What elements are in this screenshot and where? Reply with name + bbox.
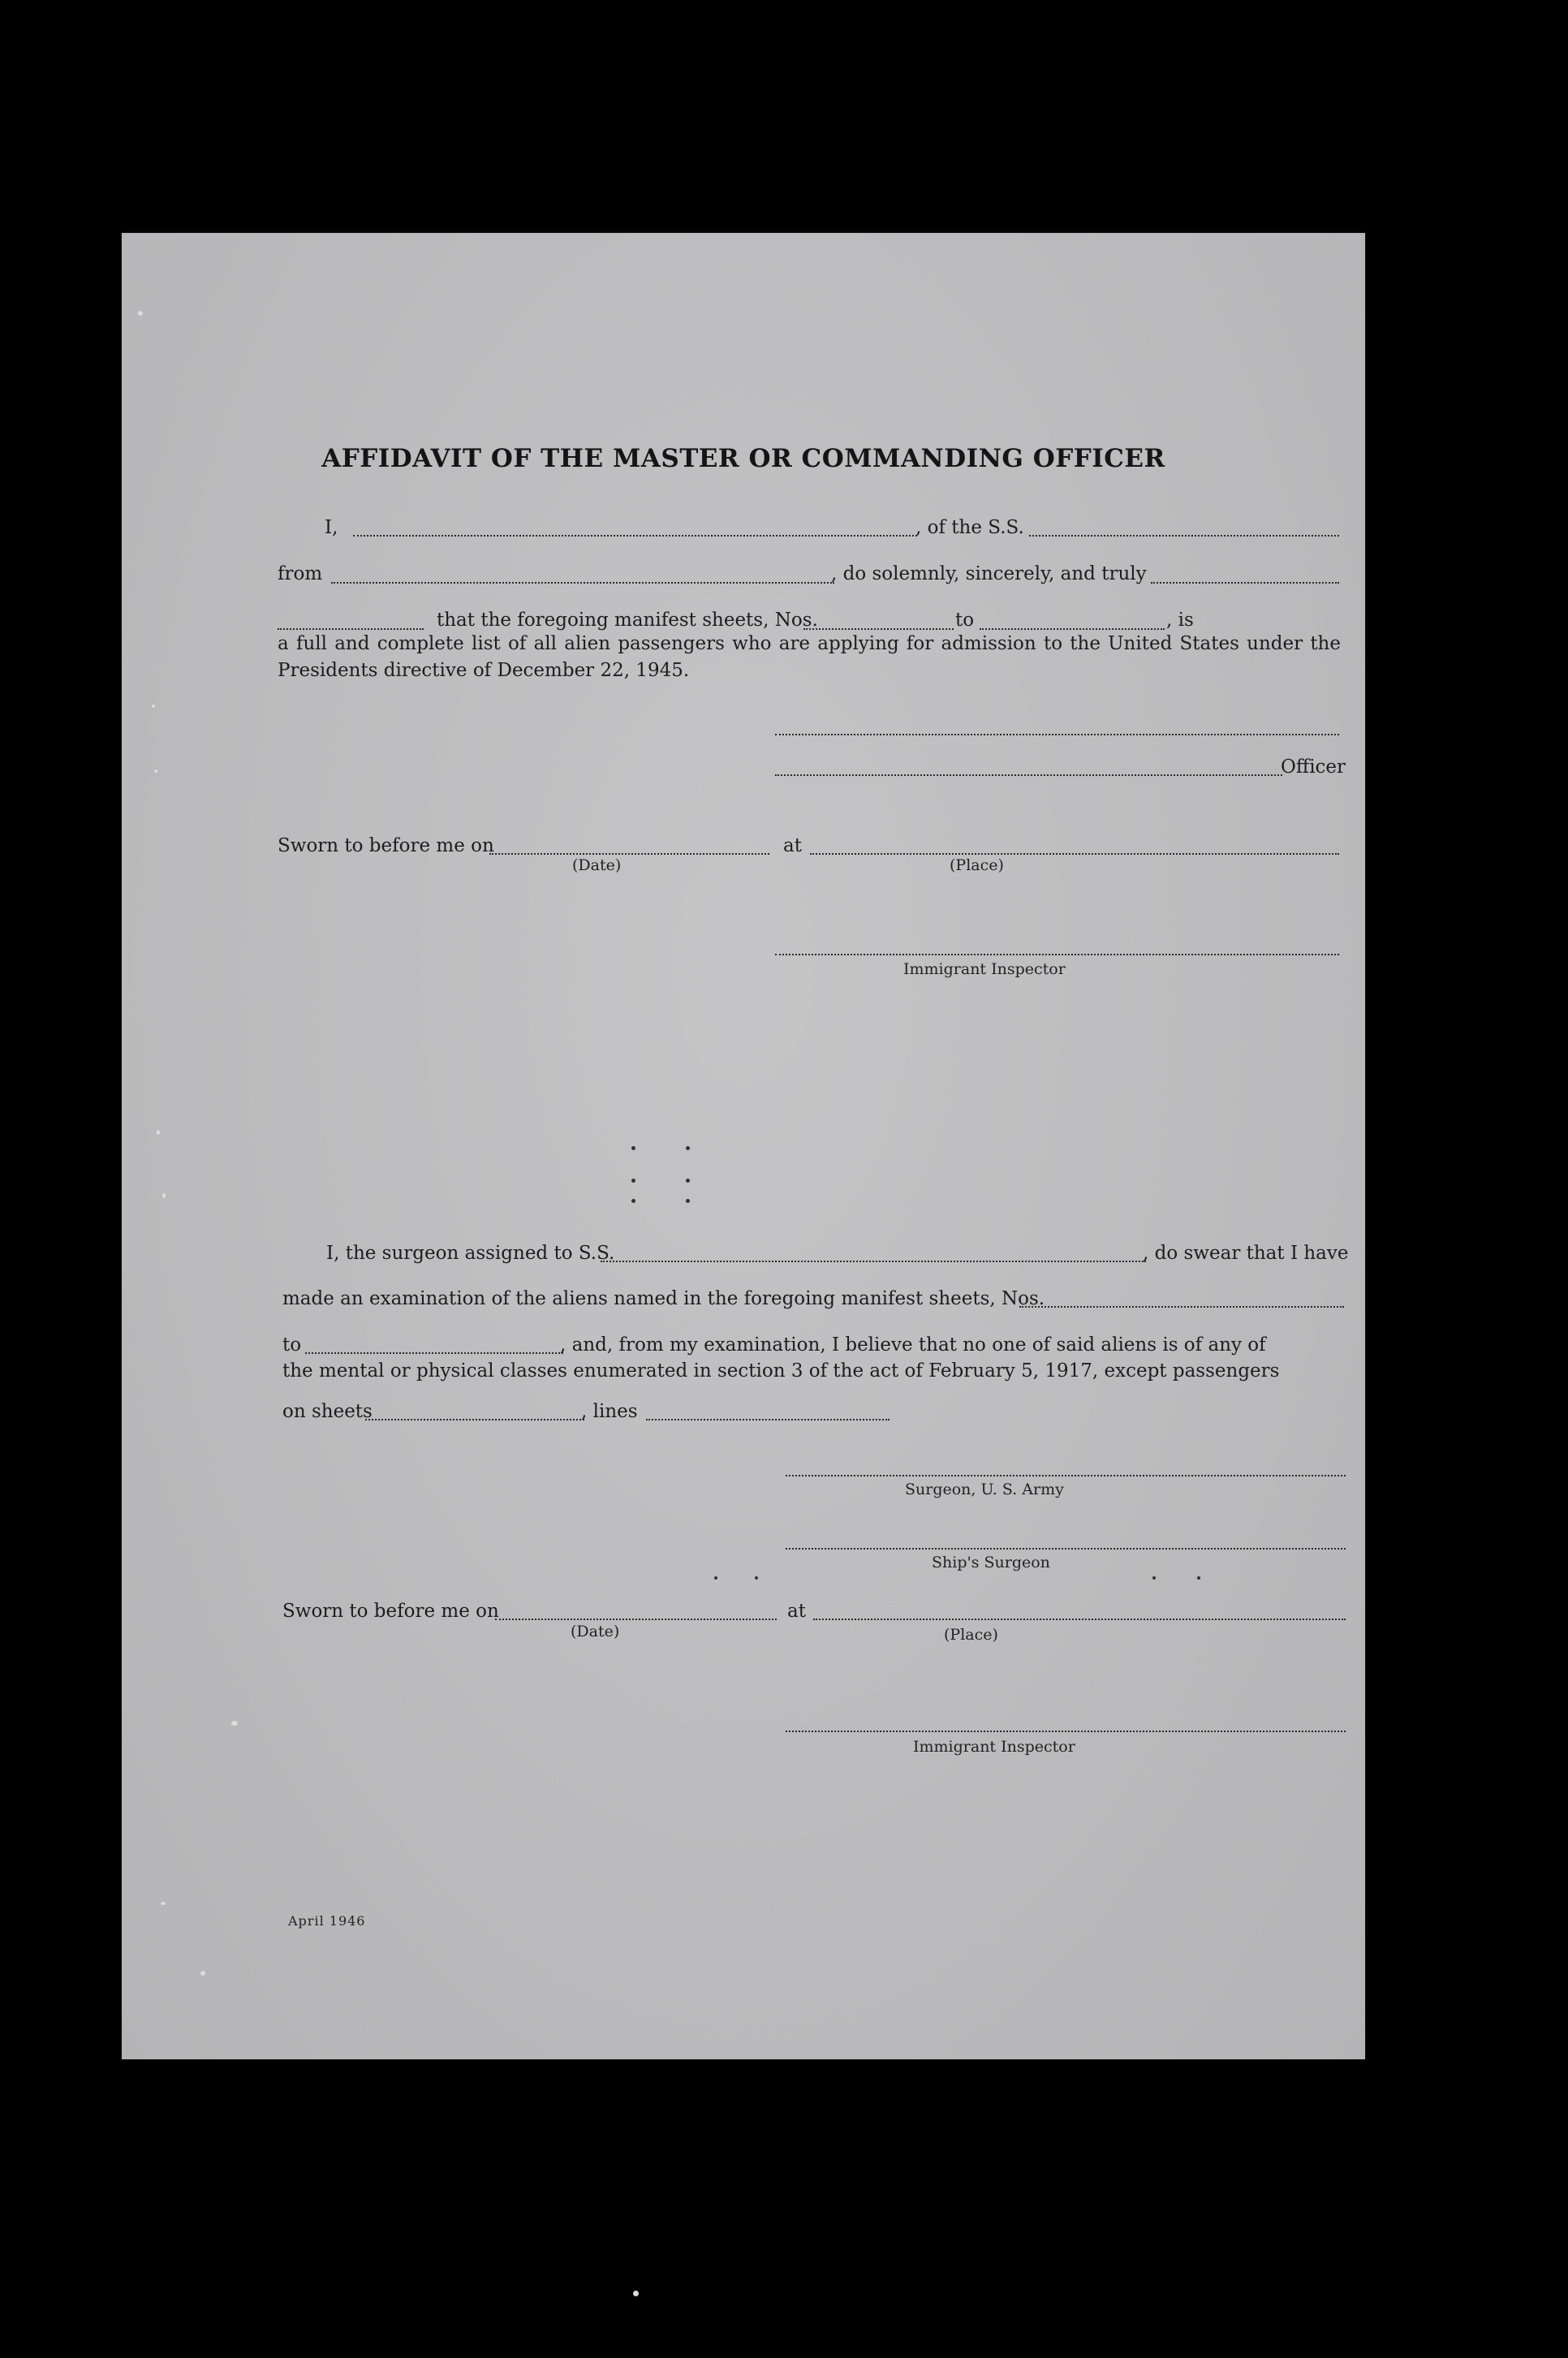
- scan-speck: [633, 2291, 639, 2296]
- surgeon-ship-name-field[interactable]: [601, 1261, 1146, 1262]
- scan-speck: [714, 1576, 717, 1580]
- officer-signature-line-1[interactable]: [775, 734, 1339, 735]
- master-date-caption: (Date): [572, 856, 622, 874]
- army-surgeon-signature-line[interactable]: [786, 1475, 1346, 1476]
- surgeon-inspector-signature-line[interactable]: [786, 1731, 1346, 1732]
- scan-speck: [200, 1971, 205, 1976]
- surgeon-swear-label: , do swear that I have: [1143, 1243, 1349, 1264]
- scan-speck: [755, 1576, 758, 1580]
- master-to-label: to: [955, 610, 975, 631]
- master-place-caption: (Place): [950, 856, 1004, 874]
- scan-speck: [686, 1146, 690, 1150]
- master-declare-field[interactable]: [278, 628, 424, 630]
- army-surgeon-label: Surgeon, U. S. Army: [905, 1481, 1064, 1498]
- master-from-label: from: [278, 563, 323, 584]
- surgeon-lines-label: , lines: [581, 1401, 638, 1422]
- master-ship-name-field[interactable]: [1029, 535, 1339, 537]
- surgeon-at-label: at: [787, 1601, 806, 1622]
- surgeon-intro-label: I, the surgeon assigned to S.S.: [326, 1243, 615, 1264]
- master-sworn-label: Sworn to before me on: [278, 835, 494, 856]
- master-nos-from-field[interactable]: [803, 628, 954, 630]
- surgeon-place-caption: (Place): [944, 1626, 998, 1644]
- surgeon-inspector-label: Immigrant Inspector: [913, 1738, 1075, 1756]
- master-declaration-paragraph: a full and complete list of all alien passengers who are applying for admission to the United States under the Presidents directive of December 22, 1945.: [278, 633, 1341, 681]
- surgeon-to-label: to: [282, 1334, 302, 1356]
- scan-speck: [631, 1146, 635, 1150]
- master-manifest-label: that the foregoing manifest sheets, Nos.: [437, 610, 818, 631]
- master-oath-type-field[interactable]: [1151, 582, 1339, 584]
- surgeon-on-sheets-label: on sheets: [282, 1401, 373, 1422]
- master-i-label: I,: [325, 517, 338, 538]
- page-title: AFFIDAVIT OF THE MASTER OR COMMANDING OFFICER: [321, 444, 1165, 473]
- surgeon-classes-label: the mental or physical classes enumerated in section 3 of the act of February 5, 1917, except passengers: [282, 1360, 1280, 1382]
- scan-speck: [154, 769, 157, 773]
- master-of-ss-label: , of the S.S.: [915, 517, 1024, 538]
- scan-speck: [686, 1179, 690, 1183]
- surgeon-belief-label: , and, from my examination, I believe that no one of said aliens is of any of: [560, 1334, 1266, 1356]
- surgeon-examination-label: made an examination of the aliens named in the foregoing manifest sheets, Nos.: [282, 1288, 1045, 1309]
- scan-speck: [1197, 1576, 1200, 1580]
- surgeon-sworn-date-field[interactable]: [495, 1619, 777, 1620]
- affidavit-page: [122, 233, 1365, 2059]
- master-at-label: at: [783, 835, 802, 856]
- master-sworn-place-field[interactable]: [810, 853, 1339, 855]
- scan-speck: [631, 1179, 635, 1183]
- scan-speck: [138, 311, 143, 316]
- officer-signature-line-2[interactable]: [775, 774, 1282, 776]
- surgeon-nos-to-field[interactable]: [305, 1352, 563, 1354]
- surgeon-lines-field[interactable]: [646, 1419, 890, 1420]
- scan-speck: [152, 705, 155, 708]
- surgeon-sworn-place-field[interactable]: [813, 1619, 1346, 1620]
- master-is-label: , is: [1166, 610, 1194, 631]
- master-from-port-field[interactable]: [331, 582, 834, 584]
- master-solemnly-label: , do solemnly, sincerely, and truly: [831, 563, 1147, 584]
- scan-speck: [162, 1193, 166, 1198]
- surgeon-sheets-field[interactable]: [365, 1419, 584, 1420]
- master-sworn-date-field[interactable]: [489, 853, 769, 855]
- ships-surgeon-label: Ship's Surgeon: [932, 1554, 1050, 1571]
- master-inspector-label: Immigrant Inspector: [903, 960, 1066, 978]
- scan-speck: [686, 1199, 690, 1203]
- master-inspector-signature-line[interactable]: [775, 954, 1339, 955]
- scan-speck: [1152, 1576, 1156, 1580]
- form-date-footer: April 1946: [288, 1913, 366, 1929]
- scan-speck: [157, 1130, 160, 1135]
- scan-speck: [231, 1721, 238, 1726]
- master-nos-to-field[interactable]: [980, 628, 1165, 630]
- surgeon-sworn-label: Sworn to before me on: [282, 1601, 499, 1622]
- master-name-field[interactable]: [353, 535, 917, 537]
- surgeon-date-caption: (Date): [571, 1623, 620, 1640]
- scan-speck: [631, 1199, 635, 1203]
- ships-surgeon-signature-line[interactable]: [786, 1548, 1346, 1550]
- officer-label: Officer: [1281, 757, 1346, 778]
- scan-speck: [161, 1902, 166, 1905]
- surgeon-nos-from-field[interactable]: [1019, 1306, 1344, 1308]
